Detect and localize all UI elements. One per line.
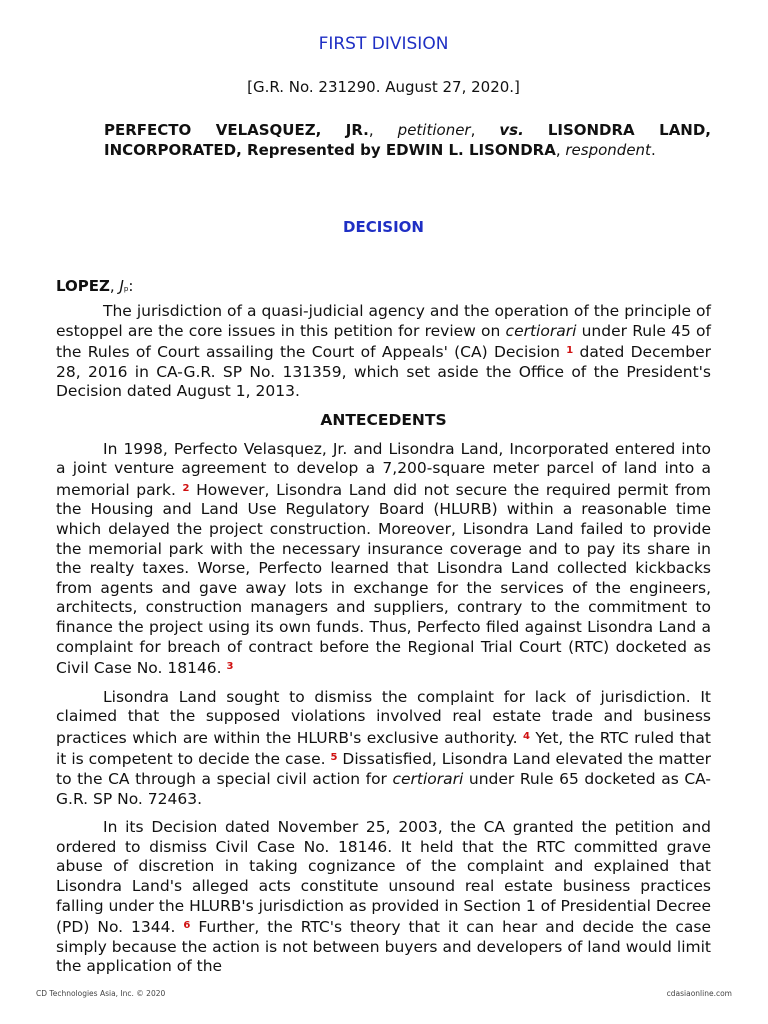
- paragraph-antecedents-1: [56, 440, 711, 679]
- text-run: Lisondra Land sought to dismiss the complaint for lack of jurisdiction. It claimed that the supposed violations involved real estate trade and business practices which are within the HLURB's exclusive authority.: [56, 687, 711, 747]
- footnote-link-2[interactable]: 2: [182, 482, 190, 494]
- text-run: In its Decision dated November 25, 2003, the CA granted the petition and ordered to dismiss Civil Case No. 18146. It held that the RTC committed grave abuse of discretion in taking cognizance of the complaint and explained that Lisondra Land's alleged acts constitute unsound real estate business practices falling under the HLURB's jurisdiction as provided in Section 1 of Presidential Decree (PD) No. 1344.: [56, 818, 711, 937]
- versus-label: vs.: [499, 121, 524, 139]
- text-run: dated December 28, 2016 in CA-G.R. SP No. 131359, which set aside the Office of the President's Decision dated August 1, 2013.: [56, 343, 711, 401]
- decision-title: DECISION: [343, 218, 424, 236]
- respondent-name: LISONDRA LAND, INCORPORATED, Represented by EDWIN L. LISONDRA: [104, 121, 711, 159]
- footnote-link-6[interactable]: 6: [183, 920, 191, 932]
- justice-title-mark: p: [123, 285, 129, 293]
- decision-body: [56, 302, 711, 986]
- paragraph-antecedents-2: [56, 688, 711, 810]
- text-run: The jurisdiction of a quasi-judicial agency and the operation of the principle of estoppel are the core issues in this petition for review on: [56, 302, 711, 340]
- footnote-link-3[interactable]: 3: [226, 661, 234, 673]
- division-heading: FIRST DIVISION: [318, 34, 449, 54]
- case-number-line: [G.R. No. 231290. August 27, 2020.]: [247, 78, 520, 96]
- case-parties: PERFECTO VELASQUEZ, JR., petitioner, vs. LISONDRA LAND, INCORPORATED, Represented by EDWIN L. LISONDRA, respondent.: [104, 121, 711, 159]
- text-run: under Rule 45 of the Rules of Court assailing the Court of Appeals' (CA) Decision: [56, 321, 711, 362]
- text-run: In 1998, Perfecto Velasquez, Jr. and Lisondra Land, Incorporated entered into a joint venture agreement to develop a 7,200-square meter parcel of land into a memorial park.: [56, 439, 711, 499]
- text-run: Dissatisfied, Lisondra Land elevated the matter to the CA through a special civil action for: [56, 750, 711, 789]
- footnote-link-1[interactable]: 1: [566, 345, 574, 357]
- text-run: under Rule 65 docketed as CA-G.R. SP No. 72463.: [56, 770, 711, 808]
- footnote-link-4[interactable]: 4: [522, 730, 530, 742]
- footer-site: cdasiaonline.com: [666, 989, 732, 998]
- respondent-role: respondent: [565, 141, 651, 159]
- text-run: Yet, the RTC ruled that it is competent to decide the case.: [56, 728, 712, 769]
- footer-copyright: CD Technologies Asia, Inc. © 2020: [36, 989, 166, 998]
- italic-term: certiorari: [392, 770, 464, 789]
- italic-term: certiorari: [505, 321, 577, 340]
- ponente: LOPEZ, Jp:: [56, 277, 134, 295]
- paragraph-intro: [56, 302, 711, 402]
- petitioner-name: PERFECTO VELASQUEZ, JR.: [104, 121, 369, 139]
- text-run: However, Lisondra Land did not secure the required permit from the Housing and Land Use Regulatory Board (HLURB) within a reasonable time which delayed the project construction. Moreover, Lisondra Land failed to provide the memorial park with the necessary insurance coverage and to pay its share in the realty taxes. Worse, Perfecto learned that Lisondra Land collected kickbacks from agents and gave away lots in exchange for the services of the engineers, architects, construction managers and suppliers, contrary to the commitment to finance the project using its own funds. Thus, Perfecto filed against Lisondra Land a complaint for breach of contract before the Regional Trial Court (RTC) docketed as Civil Case No. 18146.: [56, 480, 712, 678]
- petitioner-role: petitioner: [397, 121, 471, 139]
- text-run: Further, the RTC's theory that it can hear and decide the case simply because the action is not between buyers and developers of land would limit the application of the: [56, 918, 711, 976]
- paragraph-antecedents-3: [56, 818, 711, 977]
- antecedents-heading: ANTECEDENTS: [320, 410, 447, 429]
- ponente-name: LOPEZ: [56, 277, 110, 295]
- justice-title: J: [119, 277, 124, 295]
- footnote-link-5[interactable]: 5: [330, 752, 338, 764]
